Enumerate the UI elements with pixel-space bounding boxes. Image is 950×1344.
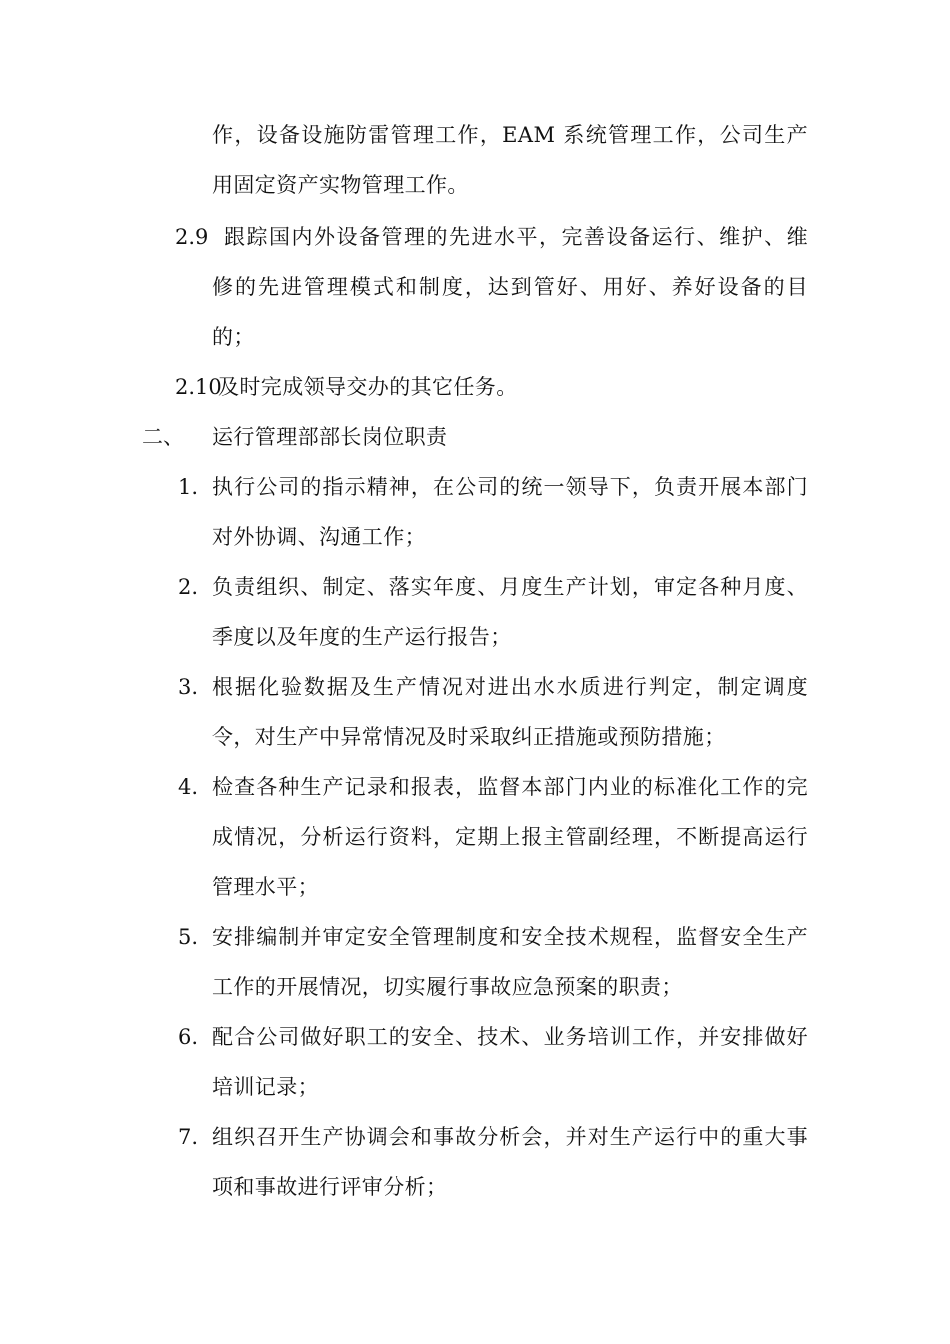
- duty-3-line-2: 令，对生产中异常情况及时采取纠正措施或预防措施；: [212, 725, 726, 749]
- duty-number-6: 6.: [178, 1025, 199, 1049]
- duty-number-4: 4.: [178, 775, 199, 799]
- duty-number-3: 3.: [178, 675, 199, 699]
- duty-2-line-1: 负责组织、制定、落实年度、月度生产计划，审定各种月度、: [212, 575, 808, 599]
- item-2-9-line-1: 跟踪国内外设备管理的先进水平，完善设备运行、维护、维: [224, 225, 808, 249]
- section-number: 二、: [142, 425, 184, 449]
- duty-number-7: 7.: [178, 1125, 199, 1149]
- duty-7-line-2: 项和事故进行评审分析；: [212, 1175, 448, 1199]
- duty-number-1: 1.: [178, 475, 199, 499]
- duty-number-2: 2.: [178, 575, 199, 599]
- item-2-9-line-3: 的；: [212, 325, 255, 349]
- duty-5-line-1: 安排编制并审定安全管理制度和安全技术规程，监督安全生产: [212, 925, 808, 949]
- duty-4-line-2: 成情况，分析运行资料，定期上报主管副经理，不断提高运行: [212, 825, 808, 849]
- duty-1-line-1: 执行公司的指示精神，在公司的统一领导下，负责开展本部门: [212, 475, 808, 499]
- item-number-2-10: 2.10: [175, 375, 222, 399]
- continuation-line-1: 作，设备设施防雷管理工作，EAM 系统管理工作，公司生产: [212, 123, 808, 147]
- duty-number-5: 5.: [178, 925, 199, 949]
- section-title: 运行管理部部长岗位职责: [212, 425, 448, 449]
- item-number-2-9: 2.9: [175, 225, 209, 249]
- duty-4-line-1: 检查各种生产记录和报表，监督本部门内业的标准化工作的完: [212, 775, 808, 799]
- item-2-9-line-2: 修的先进管理模式和制度，达到管好、用好、养好设备的目: [212, 275, 808, 299]
- duty-1-line-2: 对外协调、沟通工作；: [212, 525, 426, 549]
- item-2-10-text: 及时完成领导交办的其它任务。: [218, 375, 518, 399]
- duty-5-line-2: 工作的开展情况，切实履行事故应急预案的职责；: [212, 975, 683, 999]
- duty-4-line-3: 管理水平；: [212, 875, 319, 899]
- duty-3-line-1: 根据化验数据及生产情况对进出水水质进行判定，制定调度: [212, 675, 808, 699]
- duty-6-line-2: 培训记录；: [212, 1075, 319, 1099]
- duty-6-line-1: 配合公司做好职工的安全、技术、业务培训工作，并安排做好: [212, 1025, 808, 1049]
- duty-7-line-1: 组织召开生产协调会和事故分析会，并对生产运行中的重大事: [212, 1125, 808, 1149]
- duty-2-line-2: 季度以及年度的生产运行报告；: [212, 625, 512, 649]
- continuation-line-2: 用固定资产实物管理工作。: [212, 173, 469, 197]
